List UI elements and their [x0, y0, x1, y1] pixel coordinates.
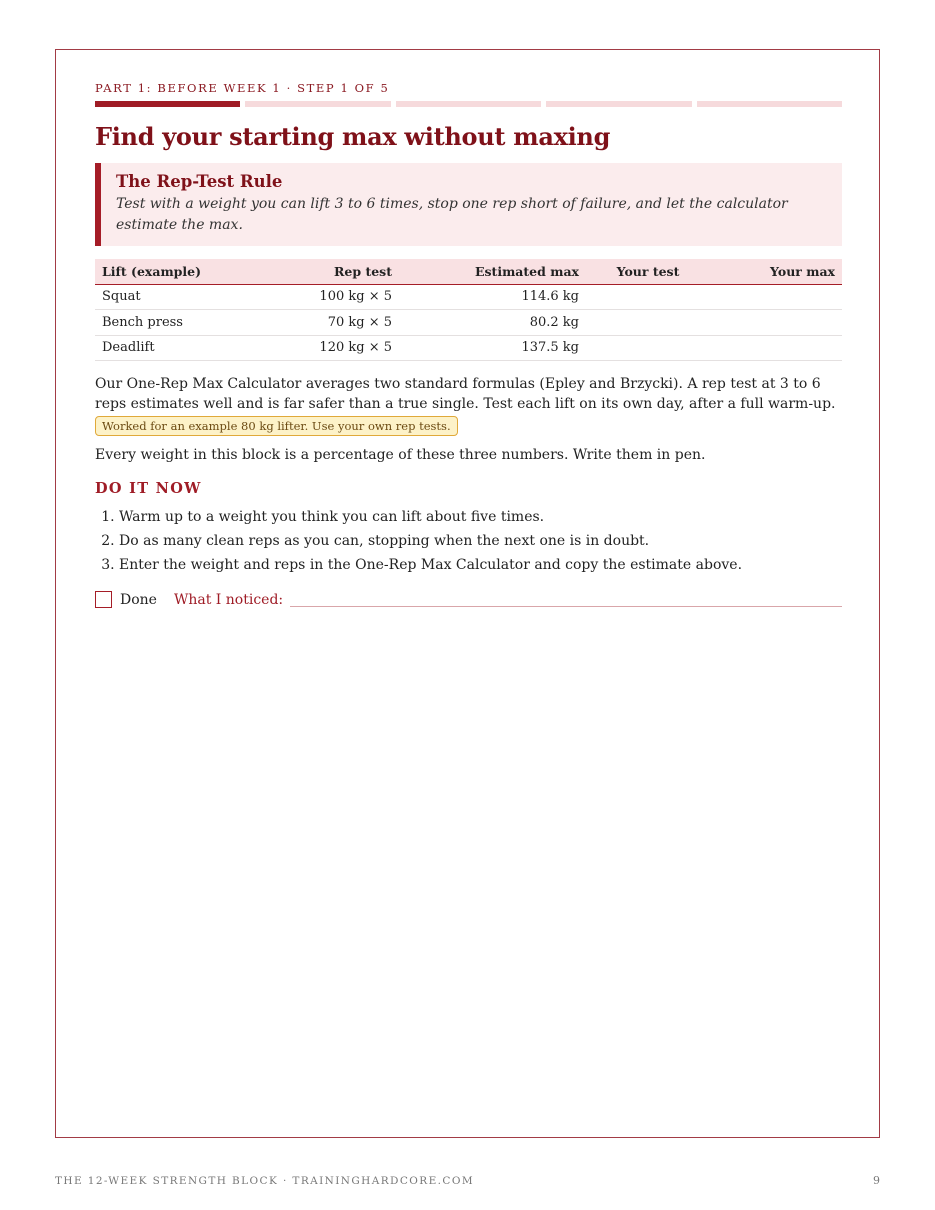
rule-text: Test with a weight you can lift 3 to 6 times, stop one rep short of failure, and let the calculator estimate the max. [116, 196, 788, 233]
noticed-label: What I noticed: [173, 592, 284, 608]
page-number: 9 [873, 1174, 880, 1187]
progress-segment-1 [95, 101, 240, 107]
calculator-explanation: Our One-Rep Max Calculator averages two standard formulas (Epley and Brzycki). A rep test at 3 to 6 reps estimates well and is far safer than a true single. Test each lift on its own day, after a full warm-up. [95, 376, 836, 412]
cell-estimated-max: 137.5 kg [399, 335, 586, 361]
table-row [95, 335, 842, 361]
progress-segment-5 [697, 101, 842, 107]
col-header-lift: Lift (example) [95, 259, 270, 284]
cell-estimated-max: 114.6 kg [399, 284, 586, 310]
list-item: 3. Enter the weight and reps in the One-Rep Max Calculator and copy the estimate above. [119, 553, 842, 577]
do-it-now-steps [95, 505, 842, 577]
pen-instruction: Every weight in this block is a percentage of these three numbers. Write them in pen. [95, 447, 706, 463]
cell-your-max[interactable] [710, 284, 842, 310]
cell-your-test[interactable] [586, 335, 710, 361]
progress-segment-2 [245, 101, 390, 107]
cell-lift: Bench press [95, 310, 270, 336]
cell-lift: Squat [95, 284, 270, 310]
cell-rep-test: 120 kg × 5 [270, 335, 399, 361]
cell-your-max[interactable] [710, 335, 842, 361]
progress-segment-4 [546, 101, 691, 107]
lifts-table [95, 259, 842, 361]
done-label: Done [120, 592, 157, 608]
col-header-rep-test: Rep test [270, 259, 399, 284]
cell-your-test[interactable] [586, 284, 710, 310]
page-title: Find your starting max without maxing [95, 122, 611, 151]
cell-estimated-max: 80.2 kg [399, 310, 586, 336]
list-item: 1. Warm up to a weight you think you can lift about five times. [119, 505, 842, 529]
cell-your-max[interactable] [710, 310, 842, 336]
do-it-now-heading: DO IT NOW [95, 480, 202, 497]
checkin-row [95, 587, 842, 609]
table-row [95, 310, 842, 336]
cell-rep-test: 70 kg × 5 [270, 310, 399, 336]
col-header-estimated-max: Estimated max [399, 259, 586, 284]
cell-your-test[interactable] [586, 310, 710, 336]
rep-test-rule-callout [95, 163, 842, 246]
cell-rep-test: 100 kg × 5 [270, 284, 399, 310]
cell-lift: Deadlift [95, 335, 270, 361]
table-row [95, 284, 842, 310]
col-header-your-test: Your test [586, 259, 710, 284]
page-frame [55, 49, 880, 1138]
example-note-badge: Worked for an example 80 kg lifter. Use your own rep tests. [95, 416, 458, 436]
table-header-row [95, 259, 842, 284]
col-header-your-max: Your max [710, 259, 842, 284]
step-progress-bar [95, 101, 842, 107]
step-eyebrow: PART 1: BEFORE WEEK 1 · STEP 1 OF 5 [95, 81, 390, 95]
done-checkbox[interactable] [95, 591, 112, 608]
rule-title: The Rep-Test Rule [116, 172, 283, 191]
list-item: 2. Do as many clean reps as you can, stopping when the next one is in doubt. [119, 529, 842, 553]
noticed-writing-line[interactable] [290, 606, 842, 607]
progress-segment-3 [396, 101, 541, 107]
page-content [95, 80, 842, 609]
footer-title: THE 12-WEEK STRENGTH BLOCK · TRAININGHARDCORE.COM [55, 1175, 474, 1187]
